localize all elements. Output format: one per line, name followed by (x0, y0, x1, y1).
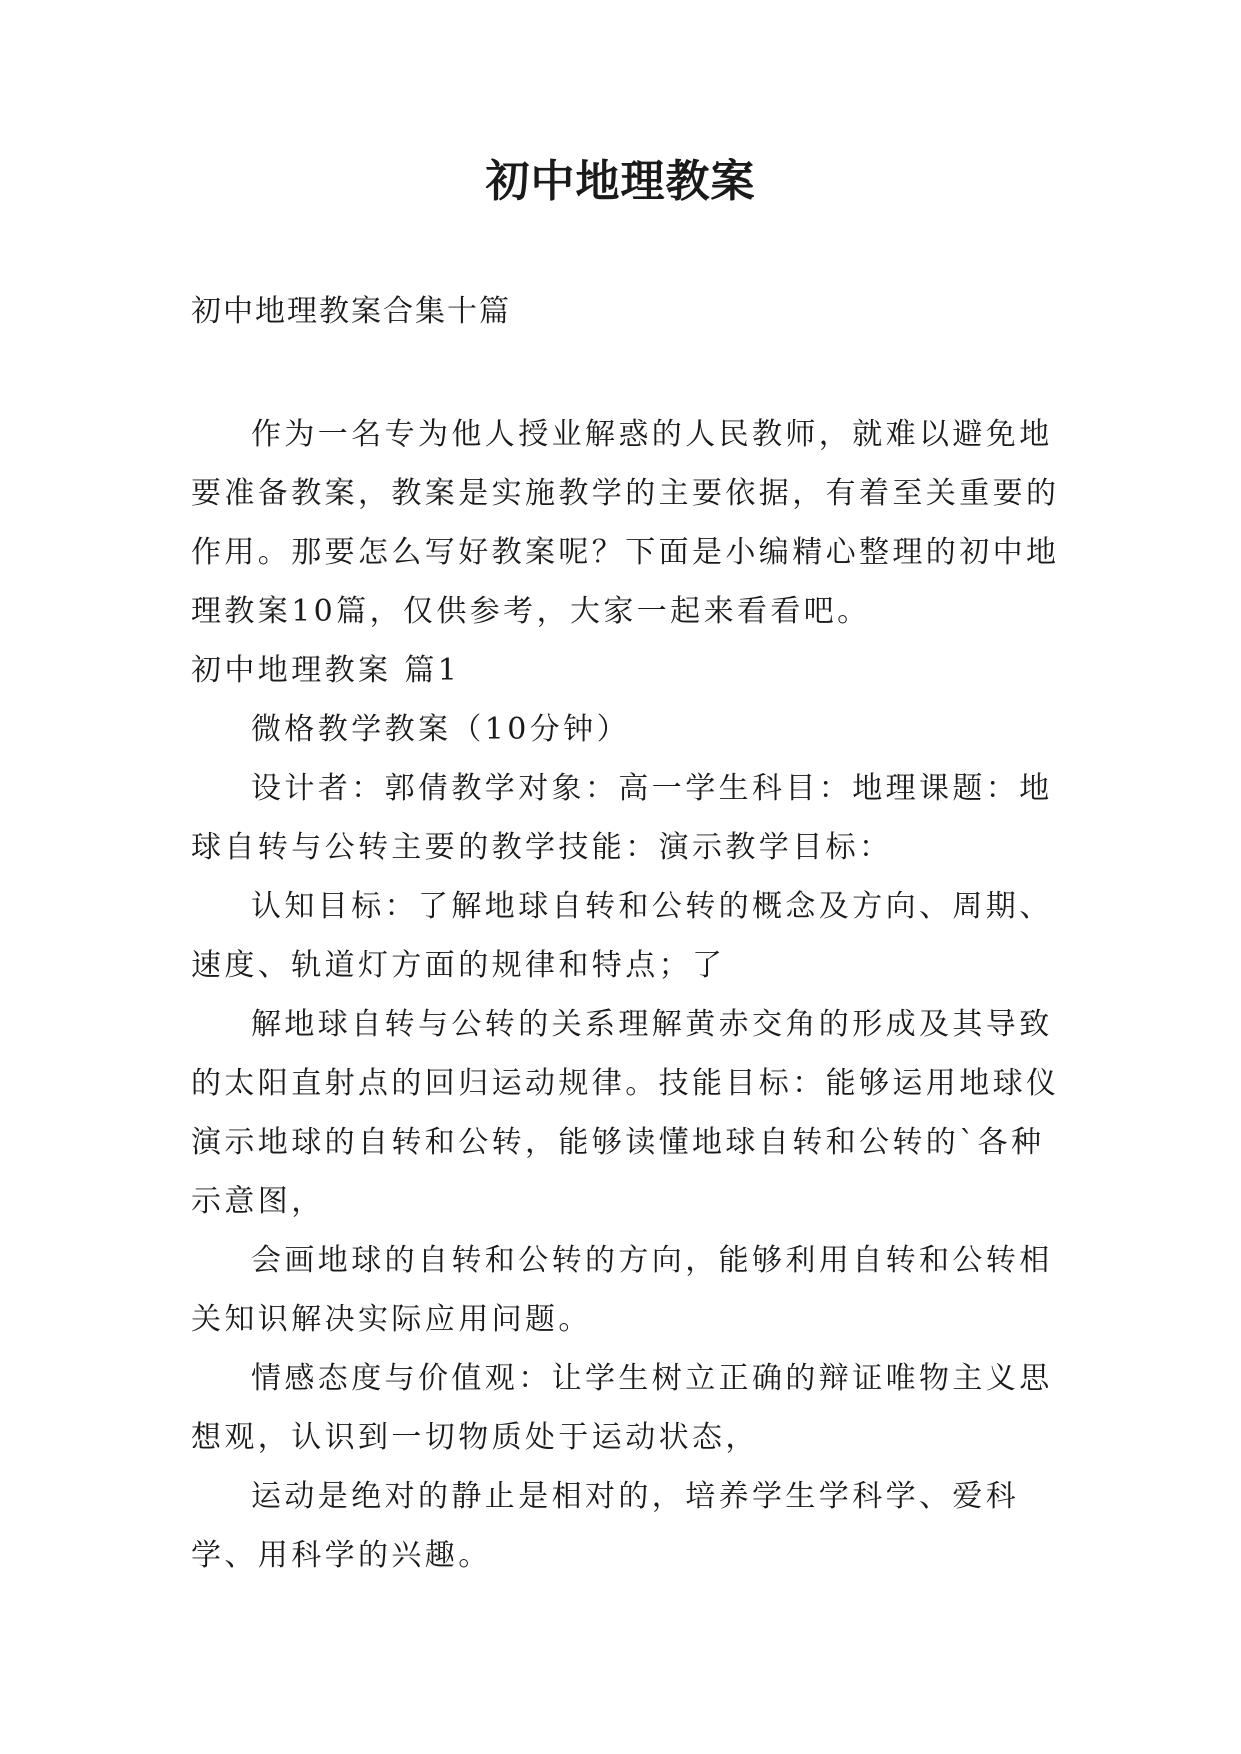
values-paragraph: 情感态度与价值观：让学生树立正确的辩证唯物主义思想观，认识到一切物质处于运动状态， (191, 1361, 1053, 1455)
cognitive-goal-paragraph: 认知目标：了解地球自转和公转的概念及方向、周期、速度、轨道灯方面的规律和特点；了 (191, 889, 1053, 983)
document-subtitle: 初中地理教案合集十篇 (191, 294, 511, 329)
document-title: 初中地理教案 (485, 156, 756, 207)
document-body (191, 405, 1071, 1585)
drawing-skill-paragraph: 会画地球的自转和公转的方向，能够利用自转和公转相关知识解决实际应用问题。 (191, 1243, 1053, 1337)
understanding-paragraph: 解地球自转与公转的关系理解黄赤交角的形成及其导致的太阳直射点的回归运动规律。技能目标：能够运用地球仪演示地球的自转和公转，能够读懂地球自转和公转的`各种示意图， (191, 1007, 1060, 1219)
intro-paragraph: 作为一名专为他人授业解惑的人民教师，就难以避免地要准备教案，教案是实施教学的主要依据，有着至关重要的作用。那要怎么写好教案呢？下面是小编精心整理的初中地理教案10篇，仅供参考，大家一起来看看吧。 (191, 417, 1060, 629)
design-info-paragraph: 设计者：郭倩教学对象：高一学生科目：地理课题：地球自转与公转主要的教学技能：演示教学目标： (191, 771, 1053, 865)
lesson-plan-heading: 微格教学教案（10分钟） (251, 712, 630, 747)
motion-paragraph: 运动是绝对的静止是相对的，培养学生学科学、爱科学、用科学的兴趣。 (191, 1479, 1020, 1573)
section-heading: 初中地理教案 篇1 (191, 653, 461, 688)
